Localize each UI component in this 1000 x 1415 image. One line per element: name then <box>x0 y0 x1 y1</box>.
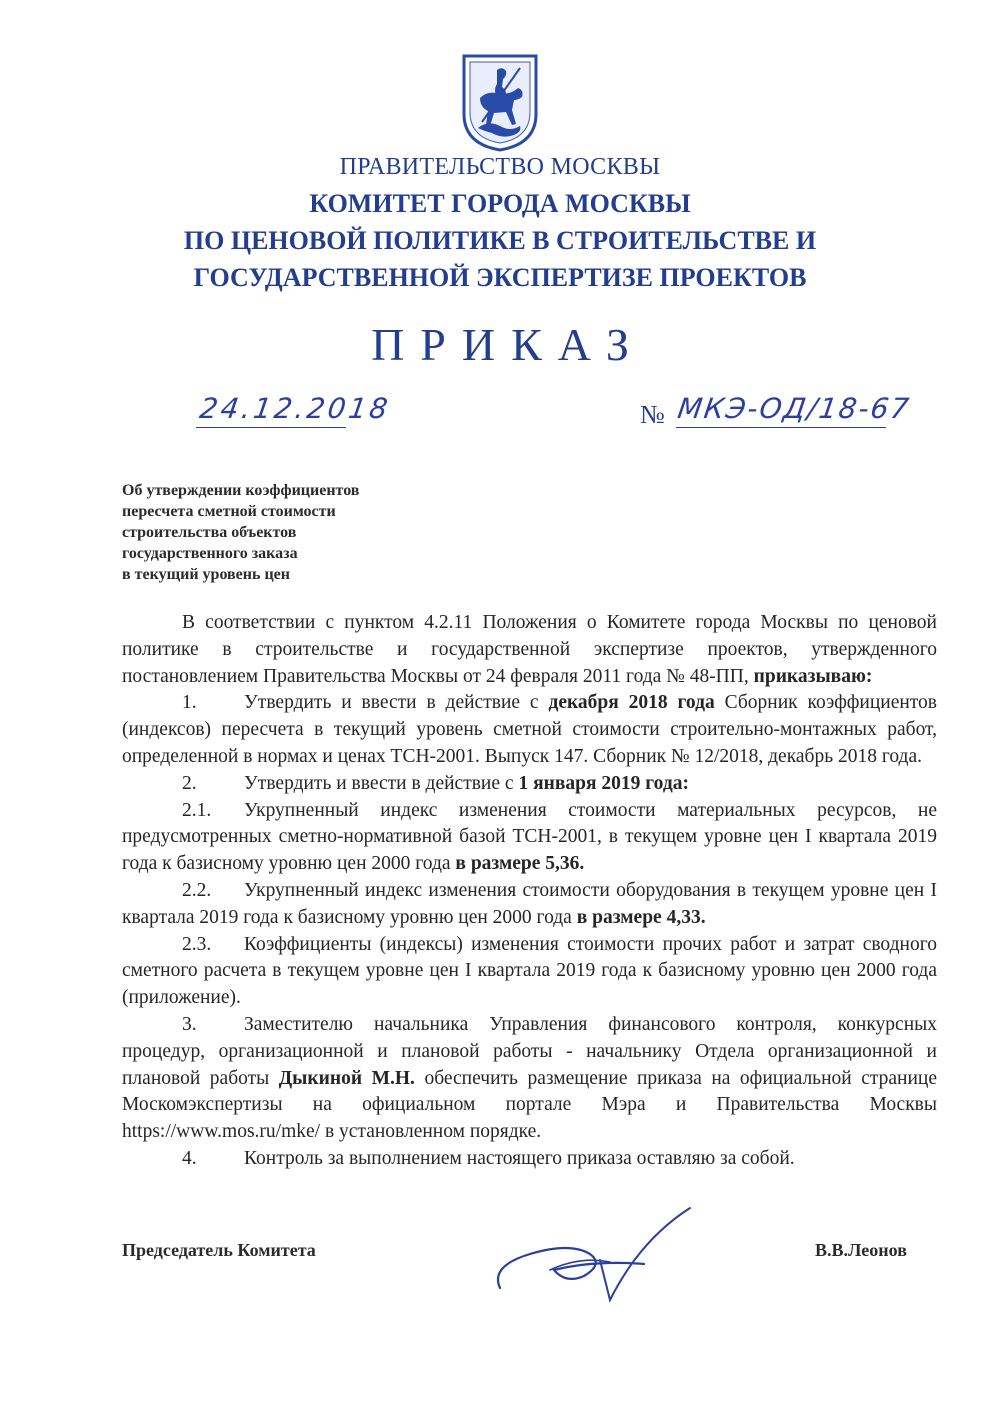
item-text: Коэффициенты (индексы) изменения стоимости прочих работ и затрат сводного сметного расчета в текущем уровне цен I квартала 2019 года к базисному уровню цен 2000 года (приложение). <box>122 933 937 1009</box>
order-body <box>122 610 937 1173</box>
committee-name-line-2: ПО ЦЕНОВОЙ ПОЛИТИКЕ В СТРОИТЕЛЬСТВЕ И <box>183 226 817 255</box>
order-item-1 <box>122 690 937 770</box>
government-name: ПРАВИТЕЛЬСТВО МОСКВЫ <box>339 154 661 180</box>
order-date: 24.12.2018 <box>197 392 393 425</box>
preamble-paragraph <box>122 610 937 690</box>
subject-line: государственного заказа <box>122 545 298 562</box>
order-number: МКЭ-ОД/18-67 <box>675 392 913 425</box>
order-item-4 <box>122 1146 937 1173</box>
item-text: Заместителю начальника Управления финансового контроля, конкурсных процедур, организационной и плановой работы - начальнику Отдела организационной и плановой работы <box>122 1013 937 1089</box>
signatory-position: Председатель Комитета <box>122 1240 316 1260</box>
item-text: Утвердить и ввести в действие с <box>244 772 519 794</box>
item-bold-text: в размере 4,33. <box>576 906 706 928</box>
handwritten-signature <box>480 1200 710 1310</box>
signatory-name: В.В.Леонов <box>815 1240 907 1260</box>
item-number: 2.2. <box>182 879 212 901</box>
document-title: ПРИКАЗ <box>371 319 645 370</box>
subject-line: строительства объектов <box>122 524 297 541</box>
preamble-text: В соответствии с пунктом 4.2.11 Положения о Комитете города Москвы по ценовой политике в строительстве и государственной экспертизе проектов, утвержденного постановлением Правительства Москвы от 24 февраля 2011 года № 48-ПП, <box>122 612 937 687</box>
moscow-coat-of-arms-emblem <box>460 52 540 152</box>
item-number: 4. <box>182 1147 197 1169</box>
item-text: Укрупненный индекс изменения стоимости материальных ресурсов, не предусмотренных сметно-нормативной базой ТСН-2001, в текущем уровне цен I квартала 2019 года к базисному уровню цен 2000 года <box>122 799 937 875</box>
number-underline <box>676 427 886 428</box>
preamble-directive: приказываю: <box>753 665 873 687</box>
item-bold-text: Дыкиной М.Н. <box>278 1067 415 1089</box>
order-item-2-2 <box>122 878 937 932</box>
item-number: 2. <box>182 772 197 794</box>
item-bold-text: 1 января 2019 года: <box>518 772 689 794</box>
subject-line: в текущий уровень цен <box>122 566 290 583</box>
order-item-2-3 <box>122 932 937 1012</box>
item-number: 3. <box>182 1013 197 1035</box>
item-text: Укрупненный индекс изменения стоимости оборудования в текущем уровне цен I квартала 2019 года к базисному уровню цен 2000 года <box>122 879 937 928</box>
order-item-2-1 <box>122 798 937 878</box>
item-number: 2.1. <box>182 799 212 821</box>
item-text: Контроль за выполнением настоящего приказа оставляю за собой. <box>244 1147 795 1169</box>
subject-line: пересчета сметной стоимости <box>122 503 336 520</box>
item-text-continued: обеспечить размещение приказа на официальной странице Москомэкспертизы на официальном портале Мэра и Правительства Москвы https://www.mos.ru/mke/ в установленном порядке. <box>122 1067 937 1143</box>
item-number: 2.3. <box>182 933 212 955</box>
order-item-3 <box>122 1012 937 1146</box>
committee-name-line-1: КОМИТЕТ ГОРОДА МОСКВЫ <box>309 189 691 218</box>
item-text-continued: Сборник коэффициентов (индексов) пересчета в текущий уровень сметной стоимости строительно-монтажных работ, определенной в нормах и ценах ТСН-2001. Выпуск 147. Сборник № 12/2018, декабрь 2018 года. <box>122 692 937 767</box>
date-underline <box>196 427 346 428</box>
item-bold-text: в размере 5,36. <box>455 853 585 875</box>
committee-name-line-3: ГОСУДАРСТВЕННОЙ ЭКСПЕРТИЗЕ ПРОЕКТОВ <box>193 263 807 292</box>
order-number-label: № <box>640 400 665 429</box>
item-number: 1. <box>182 692 197 714</box>
order-item-2 <box>122 771 937 798</box>
item-text: Утвердить и ввести в действие с <box>244 692 549 714</box>
subject-line: Об утверждении коэффициентов <box>122 482 360 499</box>
order-subject <box>122 480 359 585</box>
item-bold-text: декабря 2018 года <box>548 692 715 714</box>
